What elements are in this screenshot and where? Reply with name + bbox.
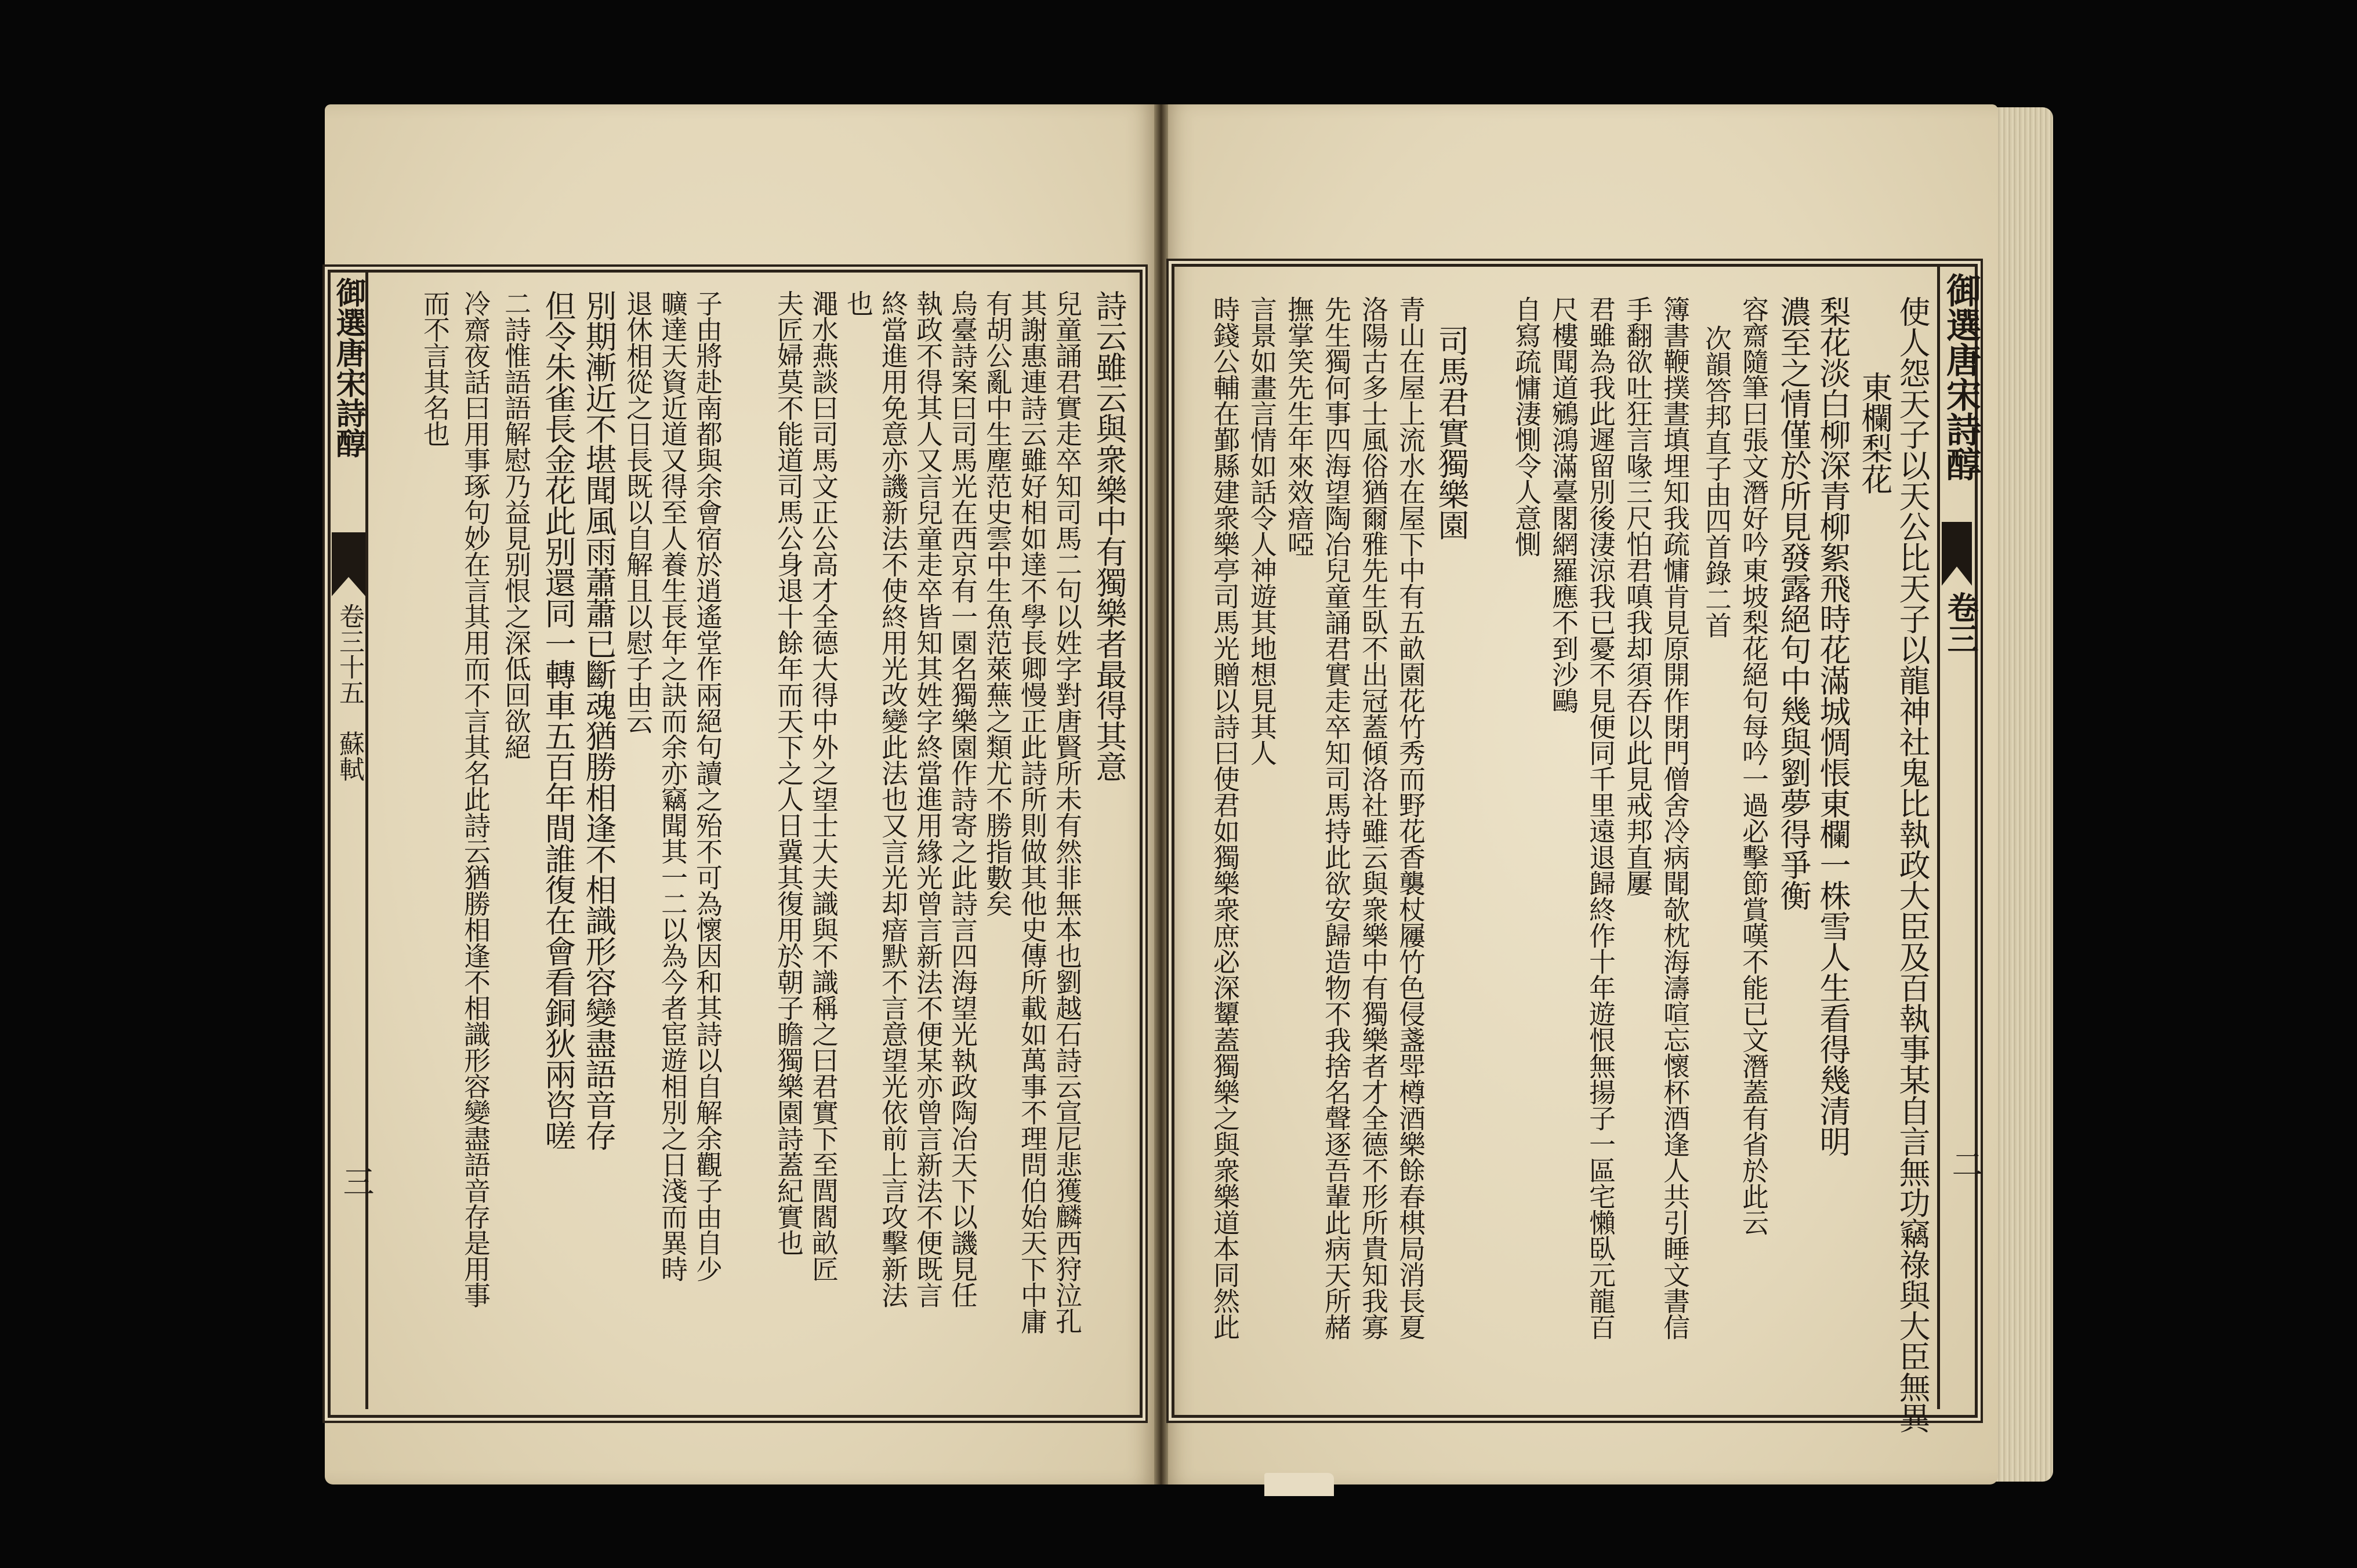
left-column-9: 澠水燕談曰司馬文正公高才全德大得中外之望士大夫識與不識稱之曰君實下至閭閻畝匠	[808, 290, 839, 1282]
left-folio-number: 三	[338, 1166, 375, 1197]
right-column-18: 時錢公輔在鄞縣建衆樂亭司馬光贈以詩曰使君如獨樂衆庶必深顰蓋獨樂之與衆樂道本同然此	[1209, 296, 1241, 1340]
left-column-2: 兒童誦君實走卒知司馬二句以姓字對唐賢所未有然非無本也劉越石詩云宣尼悲獲麟西狩泣孔	[1051, 290, 1083, 1334]
left-column-8: 也	[843, 290, 874, 316]
right-column-4: 濃至之情僅於所見發露絕句中幾與劉夢得爭衡	[1775, 296, 1812, 910]
left-column-6: 執政不得其人又言兒童走卒皆知其姓字終當進用緣光曾言新法不便某亦曾言新法不便既言	[912, 290, 944, 1308]
right-column-8: 手翻欲吐狂言喙三尺怕君嗔我却須吞以此見戒邦直屢	[1622, 296, 1653, 896]
left-column-7: 終當進用免意亦譏新法不使終用光改變此法也又言光却瘖默不言意望光依前上言攻擊新法	[877, 290, 909, 1308]
left-column-17: 冷齋夜話曰用事琢句妙在言其用而不言其名此詩云猶勝相逢不相識形容變盡語音存是用事	[460, 290, 491, 1308]
left-running-title: 御選唐宋詩醇	[331, 277, 365, 458]
right-volume-label: 卷三	[1942, 591, 1979, 654]
right-column-12: 司馬君實獨樂園	[1433, 325, 1470, 540]
left-folio-rule	[365, 273, 368, 1409]
right-column-10: 尺樓聞道鵷鴻滿臺閣網羅應不到沙鷗	[1548, 296, 1579, 713]
left-column-1: 詩云雖云與衆樂中有獨樂者最得其意	[1091, 290, 1127, 782]
left-column-18: 而不言其名也	[419, 290, 451, 447]
right-column-13: 青山在屋上流水在屋下中有五畝園花竹秀而野花香襲杖屨竹色侵盞斝樽酒樂餘春棋局消長夏	[1395, 296, 1426, 1340]
left-column-4: 有胡公亂中生塵范史雲中生魚范萊蕪之類尤不勝指數矣	[982, 290, 1013, 916]
left-column-11: 子由將赴南都與余會宿於逍遙堂作兩絕句讀之殆不可為懷因和其詩以自解余觀子由自少	[692, 290, 723, 1282]
left-column-14: 別期漸近不堪聞風雨蕭蕭已斷魂猶勝相逢不相識形容變盡語音存	[581, 290, 617, 1150]
right-running-title: 御選唐宋詩醇	[1941, 273, 1981, 481]
right-folio-rule	[1937, 267, 1940, 1409]
right-folio-number: 二	[1947, 1148, 1983, 1179]
left-column-13: 退休相從之日長既以自解且以慰子由云	[622, 290, 654, 734]
left-column-16: 二詩惟語語解慰乃益見别恨之深低回欲絕	[501, 290, 532, 760]
left-column-3: 其謝惠連詩云雖好相如達不學長卿慢正此詩所則做其他史傳所載如萬事不理問伯始天下中庸	[1017, 290, 1048, 1334]
right-column-2: 東欄梨花	[1856, 371, 1893, 494]
left-column-5: 烏臺詩案曰司馬光在西京有一園名獨樂園作詩寄之此詩言四海望光執政陶冶天下以譏見任	[947, 290, 978, 1308]
right-column-3: 梨花淡白柳深青柳絮飛時花滿城惆悵東欄一株雪人生看得幾清明	[1815, 296, 1851, 1156]
left-column-12: 曠達天資近道又得至人養生長年之訣而余亦竊聞其一二以為今者宦遊相別之日淺而異時	[657, 290, 688, 1282]
left-author-label: 蘇軾	[335, 731, 364, 782]
right-column-5: 容齋隨筆曰張文潛好吟東坡梨花絕句每吟一過必擊節賞嘆不能已文潛蓋有省於此云	[1738, 296, 1769, 1235]
right-column-17: 言景如畫言情如話令人神遊其地想見其人	[1246, 296, 1278, 765]
left-volume-label: 卷三十五	[335, 603, 364, 705]
torn-paper-scrap	[1264, 1473, 1334, 1496]
right-column-7: 簿書鞭撲晝填埋知我疏慵肯見原開作閉門僧舍冷病聞欹枕海濤喧忘懷杯酒逢人共引睡文書信	[1659, 296, 1691, 1340]
right-column-6: 次韻答邦直子由四首錄二首	[1701, 325, 1732, 638]
right-column-15: 先生獨何事四海望陶冶兒童誦君實走卒知司馬持此欲安歸造物不我捨名聲逐吾輩此病天所赭	[1321, 296, 1352, 1340]
right-column-11: 自寫疏慵淒惻令人意惻	[1511, 296, 1542, 557]
right-column-16: 撫掌笑先生年來效瘖啞	[1283, 296, 1315, 557]
right-column-14: 洛陽古多士風俗猶爾雅先生臥不出冠蓋傾洛社雖云與衆樂中有獨樂者才全德不形所貴知我寡	[1358, 296, 1389, 1340]
left-column-15: 但令朱雀長金花此别還同一轉車五百年間誰復在會看銅狄兩咨嗟	[540, 290, 576, 1150]
right-column-9: 君雖為我此遲留別後淒涼我已憂不見便同千里遠退歸終作十年遊恨無揚子一區宅懶臥元龍百	[1585, 296, 1616, 1340]
right-column-1: 使人怨天子以天公比天子以龍神社鬼比執政大臣及百執事某自言無功竊祿與大臣無異	[1894, 296, 1931, 1433]
book-gutter	[1154, 104, 1168, 1484]
left-column-10: 夫匠婦莫不能道司馬公身退十餘年而天下之人日冀其復用於朝子瞻獨樂園詩蓋紀實也	[773, 290, 804, 1255]
